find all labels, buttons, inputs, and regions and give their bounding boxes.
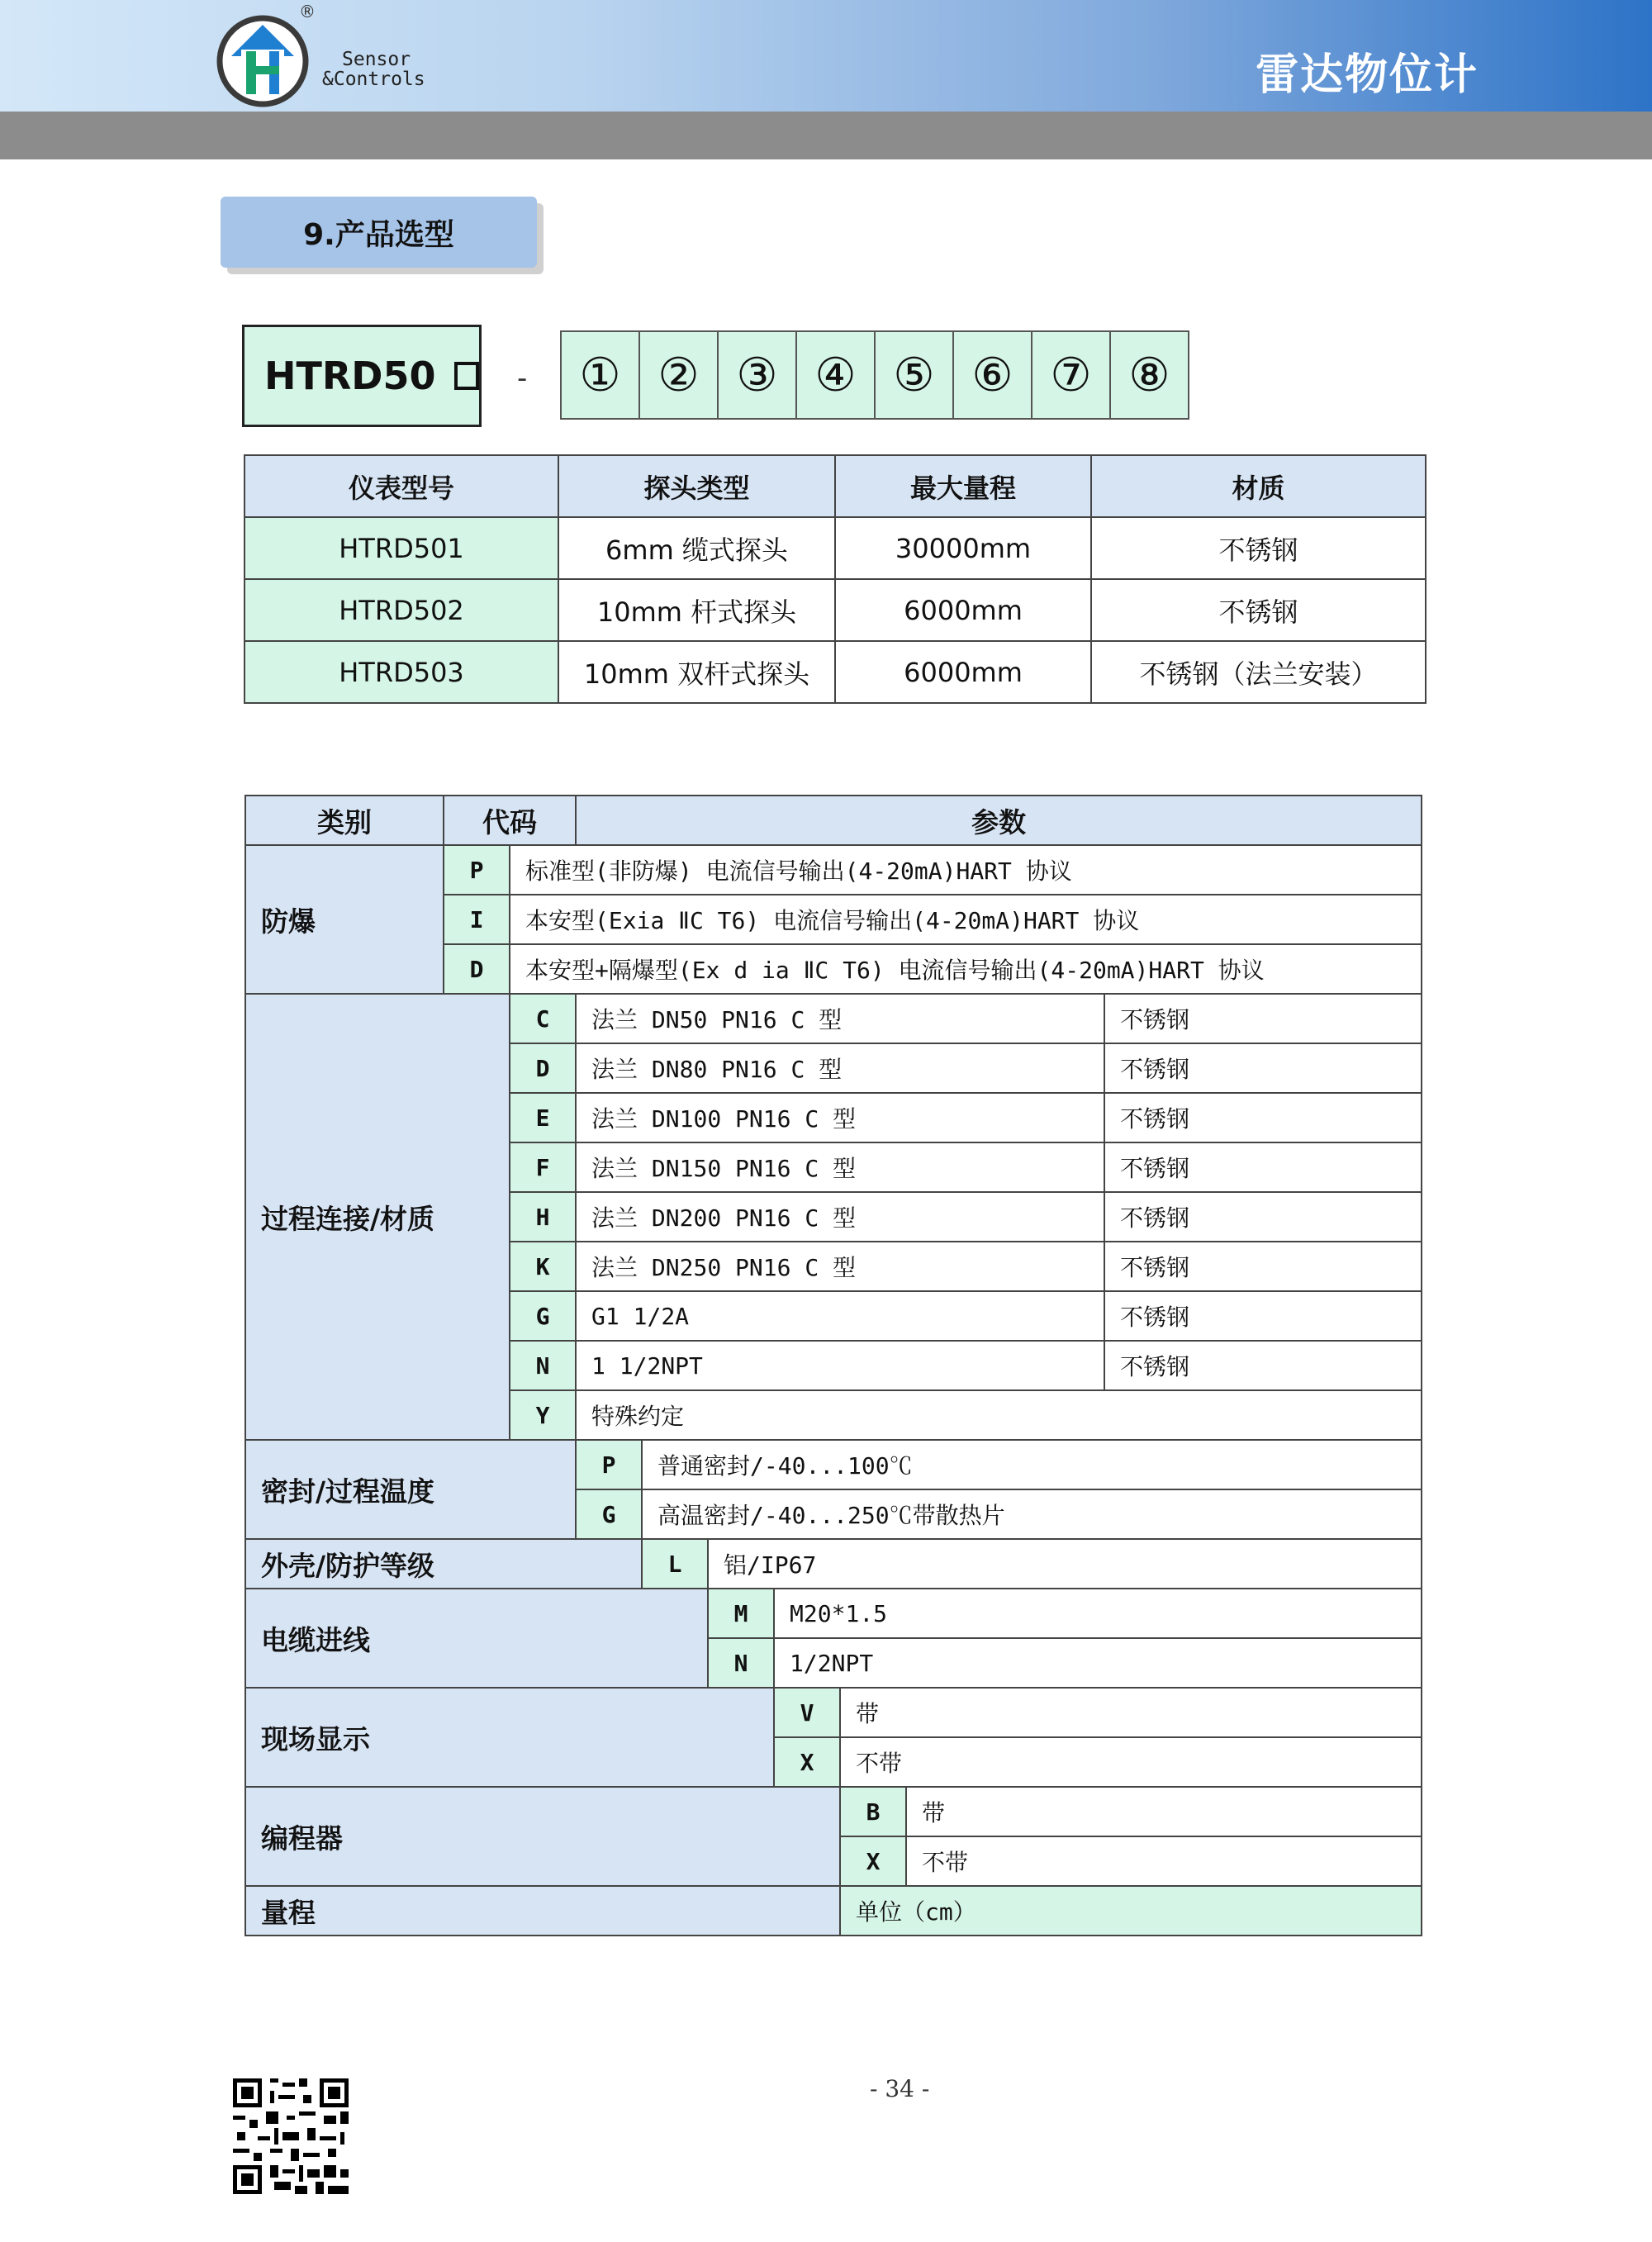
- option-code: P: [444, 845, 510, 895]
- option-text: M20*1.5: [774, 1589, 1422, 1638]
- option-code: P: [576, 1440, 642, 1489]
- code-position: ⑥: [954, 332, 1032, 418]
- code-position: ⑧: [1111, 332, 1189, 418]
- option-code: G: [576, 1489, 642, 1539]
- table-cell: 不锈钢: [1091, 517, 1426, 579]
- code-positions: [560, 330, 1189, 420]
- category-connection: 过程连接/材质: [245, 994, 510, 1440]
- code-position: ⑦: [1032, 332, 1111, 418]
- table-cell: 6mm 缆式探头: [558, 517, 835, 579]
- option-code: X: [774, 1737, 840, 1787]
- option-code: M: [708, 1589, 774, 1638]
- header-bar: [0, 112, 1652, 159]
- model-prefix: HTRD50: [264, 354, 436, 398]
- table-cell: HTRD501: [244, 517, 558, 579]
- code-position: ⑤: [876, 332, 954, 418]
- option-code: X: [840, 1836, 906, 1886]
- code-position: ②: [640, 332, 719, 418]
- company-logo-icon: [216, 15, 309, 107]
- option-text: 高温密封/-40...250℃带散热片: [642, 1489, 1422, 1539]
- table-row: [245, 1688, 1422, 1737]
- category-programmer: 编程器: [245, 1787, 840, 1886]
- model-table: [244, 454, 1427, 704]
- registered-mark: ®: [299, 2, 316, 21]
- table-row: [245, 1589, 1422, 1638]
- option-text: 带: [906, 1787, 1422, 1836]
- table-cell: 10mm 杆式探头: [558, 579, 835, 641]
- option-text: 法兰 DN100 PN16 C 型: [576, 1093, 1104, 1142]
- option-code: Y: [510, 1390, 576, 1440]
- code-position: ③: [719, 332, 797, 418]
- table-row: [245, 1886, 1422, 1936]
- table-row: [245, 1787, 1422, 1836]
- table-row: [245, 1539, 1422, 1589]
- section-title: 9.产品选型: [221, 197, 537, 268]
- option-code: G: [510, 1291, 576, 1341]
- option-code: I: [444, 895, 510, 944]
- option-text: 法兰 DN150 PN16 C 型: [576, 1142, 1104, 1192]
- option-text: 单位（cm）: [840, 1886, 1422, 1936]
- option-text: 1/2NPT: [774, 1638, 1422, 1688]
- qr-code-icon: [233, 2078, 349, 2194]
- table-cell: 不锈钢: [1091, 579, 1426, 641]
- option-code: E: [510, 1093, 576, 1142]
- header-category: 类别: [245, 796, 444, 845]
- table-header-row: [245, 796, 1422, 845]
- option-material: 不锈钢: [1104, 1192, 1422, 1242]
- category-cable: 电缆进线: [245, 1589, 708, 1688]
- table-cell: 30000mm: [835, 517, 1091, 579]
- option-text: 标准型(非防爆) 电流信号输出(4-20mA)HART 协议: [510, 845, 1422, 895]
- brand-text: [322, 50, 425, 89]
- table-header-row: [244, 455, 1426, 517]
- option-material: 不锈钢: [1104, 1043, 1422, 1093]
- table-row: [245, 994, 1422, 1043]
- option-text: 特殊约定: [576, 1390, 1422, 1440]
- option-material: 不锈钢: [1104, 994, 1422, 1043]
- table-cell: HTRD503: [244, 641, 558, 703]
- option-material: 不锈钢: [1104, 1291, 1422, 1341]
- category-seal: 密封/过程温度: [245, 1440, 576, 1539]
- option-code: D: [444, 944, 510, 994]
- option-text: 带: [840, 1688, 1422, 1737]
- header-params: 参数: [576, 796, 1422, 845]
- page-number: - 34 -: [870, 2075, 930, 2102]
- option-material: 不锈钢: [1104, 1093, 1422, 1142]
- category-housing: 外壳/防护等级: [245, 1539, 642, 1589]
- option-code: B: [840, 1787, 906, 1836]
- option-text: 铝/IP67: [708, 1539, 1422, 1589]
- table-cell: 6000mm: [835, 641, 1091, 703]
- option-text: 本安型+隔爆型(Ex d ia ⅡC T6) 电流信号输出(4-20mA)HART 协议: [510, 944, 1422, 994]
- brand-line-2: &Controls: [322, 69, 425, 90]
- category-explosion: 防爆: [245, 845, 444, 994]
- table-cell: HTRD502: [244, 579, 558, 641]
- option-material: 不锈钢: [1104, 1242, 1422, 1291]
- option-code: F: [510, 1142, 576, 1192]
- code-position: ①: [562, 332, 640, 418]
- option-text: 不带: [840, 1737, 1422, 1787]
- category-display: 现场显示: [245, 1688, 774, 1787]
- document-title: 雷达物位计: [1255, 50, 1479, 100]
- option-table: [244, 795, 1422, 1936]
- option-text: 1 1/2NPT: [576, 1341, 1104, 1390]
- header-code: 代码: [444, 796, 576, 845]
- model-separator: -: [517, 362, 528, 395]
- option-text: 法兰 DN80 PN16 C 型: [576, 1043, 1104, 1093]
- option-text: 法兰 DN50 PN16 C 型: [576, 994, 1104, 1043]
- option-code: D: [510, 1043, 576, 1093]
- code-position: ④: [797, 332, 876, 418]
- option-code: K: [510, 1242, 576, 1291]
- brand-line-1: Sensor: [342, 49, 411, 70]
- column-header: 最大量程: [835, 455, 1091, 517]
- table-row: [244, 579, 1426, 641]
- column-header: 仪表型号: [244, 455, 558, 517]
- category-range: 量程: [245, 1886, 840, 1936]
- option-text: 法兰 DN200 PN16 C 型: [576, 1192, 1104, 1242]
- checkbox-square-icon: [454, 362, 480, 390]
- table-cell: 不锈钢（法兰安装）: [1091, 641, 1426, 703]
- table-row: [244, 641, 1426, 703]
- option-code: H: [510, 1192, 576, 1242]
- table-cell: 6000mm: [835, 579, 1091, 641]
- table-cell: 10mm 双杆式探头: [558, 641, 835, 703]
- model-prefix-box: [242, 325, 482, 427]
- column-header: 材质: [1091, 455, 1426, 517]
- option-material: 不锈钢: [1104, 1142, 1422, 1192]
- table-row: [244, 517, 1426, 579]
- option-material: 不锈钢: [1104, 1341, 1422, 1390]
- table-row: [245, 1440, 1422, 1489]
- table-row: [245, 845, 1422, 895]
- option-code: N: [708, 1638, 774, 1688]
- option-code: V: [774, 1688, 840, 1737]
- column-header: 探头类型: [558, 455, 835, 517]
- option-code: L: [642, 1539, 708, 1589]
- option-text: 普通密封/-40...100℃: [642, 1440, 1422, 1489]
- option-text: G1 1/2A: [576, 1291, 1104, 1341]
- option-code: N: [510, 1341, 576, 1390]
- option-text: 本安型(Exia ⅡC T6) 电流信号输出(4-20mA)HART 协议: [510, 895, 1422, 944]
- option-code: C: [510, 994, 576, 1043]
- option-text: 法兰 DN250 PN16 C 型: [576, 1242, 1104, 1291]
- option-text: 不带: [906, 1836, 1422, 1886]
